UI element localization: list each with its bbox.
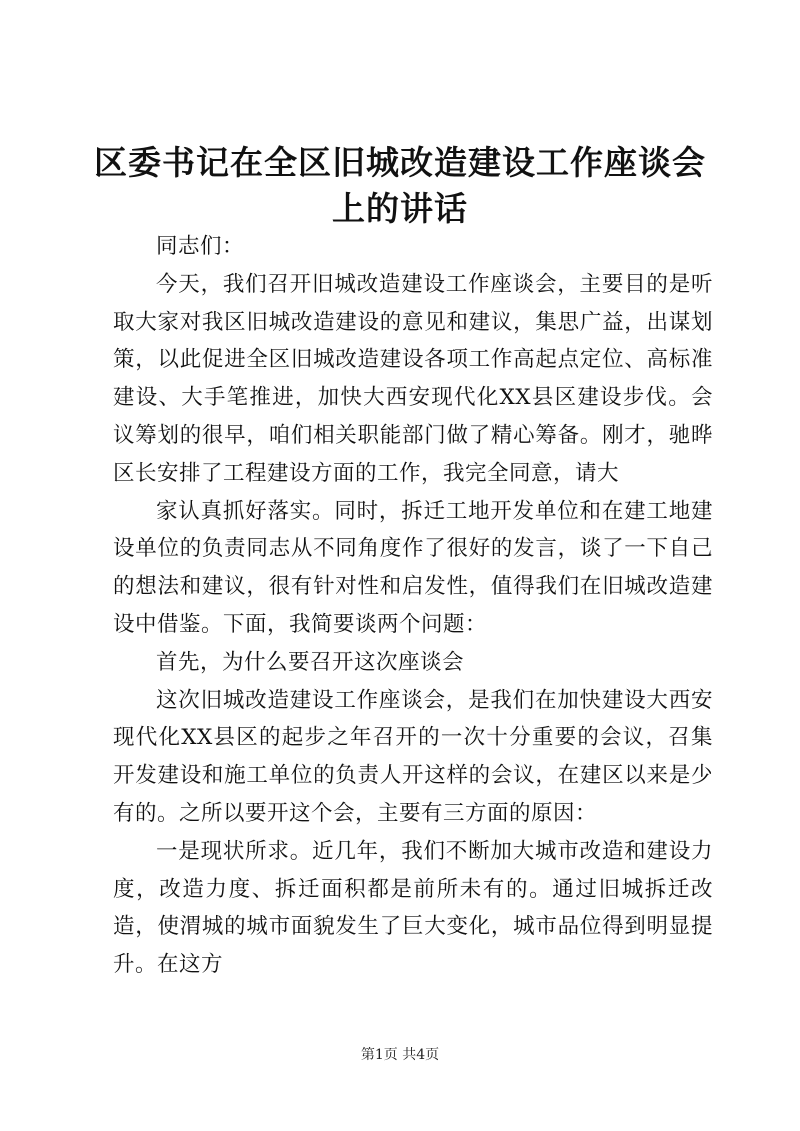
paragraph-reason-one: 一是现状所求。近几年，我们不断加大城市改造和建设力度，改造力度、拆迁面积都是前所未有的。通过旧城拆迁改造，使渭城的城市面貌发生了巨大变化，城市品位得到明显提升。在这方 [113, 838, 713, 978]
paragraph-greeting: 同志们： [156, 234, 245, 259]
section-heading: 首先，为什么要召开这次座谈会 [156, 649, 465, 675]
document-title: 区委书记在全区旧城改造建设工作座谈会上的讲话 [94, 143, 706, 228]
paragraph-reasons-intro: 这次旧城改造建设工作座谈会，是我们在加快建设大西安现代化XX县区的起步之年召开的一次十分重要的会议，召集开发建设和施工单位的负责人开这样的会议，在建区以来是少有的。之所以要开这个会，主要有三方面的原因： [113, 687, 713, 826]
paragraph-continuation: 家认真抓好落实。同时，拆迁工地开发单位和在建工地建设单位的负责同志从不同角度作了很好的发言，谈了一下自己的想法和建议，很有针对性和启发性，值得我们在旧城改造建设中借鉴。下面，我简要谈两个问题： [113, 498, 713, 637]
page-number-footer: 第1页 共4页 [360, 1047, 440, 1063]
paragraph-opening: 今天，我们召开旧城改造建设工作座谈会，主要目的是听取大家对我区旧城改造建设的意见和建议，集思广益，出谋划策，以此促进全区旧城改造建设各项工作高起点定位、高标准建设、大手笔推进，加快大西安现代化XX县区建设步伐。会议筹划的很早，咱们相关职能部门做了精心筹备。刚才，驰晔区长安排了工程建设方面的工作，我完全同意，请大 [113, 271, 713, 486]
document-body [113, 228, 713, 984]
